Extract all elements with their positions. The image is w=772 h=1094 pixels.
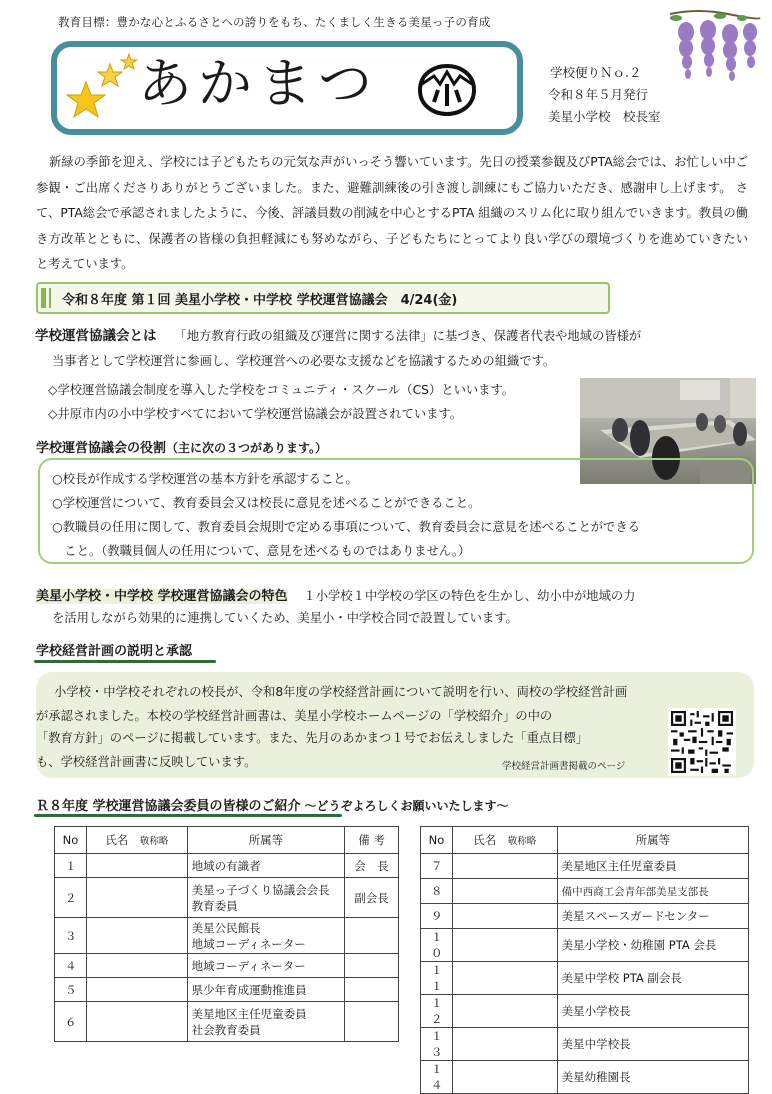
qr-code[interactable] — [668, 708, 736, 776]
cell-remarks — [345, 918, 399, 954]
cell-affiliation: 地域コーディネーター — [187, 954, 344, 978]
role-heading-text: 学校運営協議会の役割 — [36, 441, 167, 456]
col-no: No — [421, 827, 453, 854]
newsletter-title: あかまつ — [138, 52, 378, 115]
cell-remarks: 会 長 — [345, 854, 399, 878]
cell-affiliation: 美星幼稚園長 — [557, 1061, 748, 1094]
col-remarks: 備 考 — [345, 827, 399, 854]
role-item: ○校長が作成する学校運営の基本方針を承認すること。 — [52, 472, 358, 486]
col-affiliation: 所属等 — [187, 827, 344, 854]
role-box — [38, 458, 754, 564]
cell-no: １３ — [421, 1028, 453, 1061]
cell-name — [452, 854, 557, 879]
cell-name — [452, 1028, 557, 1061]
issuer: 美星小学校 校長室 — [548, 109, 661, 124]
section-banner-text: 令和８年度 第１回 美星小学校・中学校 学校運営協議会 4/24(金) — [62, 293, 458, 308]
members-heading-sub: ～どうぞよろしくお願いいたします～ — [304, 799, 509, 813]
col-no: No — [55, 827, 87, 854]
cell-name — [86, 854, 187, 878]
cell-affiliation: 美星公民館長 地域コーディネーター — [187, 918, 344, 954]
definition-line-1 — [35, 326, 641, 346]
cell-affiliation: 備中西商工会青年部美星支部長 — [557, 879, 748, 904]
table-row — [421, 929, 749, 962]
cell-name — [86, 954, 187, 978]
feature-line-2: を活用しながら効果的に連携していくため、美星小・中学校合同で設置しています。 — [52, 611, 518, 625]
section-banner — [36, 282, 610, 314]
cell-no: １４ — [421, 1061, 453, 1094]
feature-text-1: １小学校１中学校の学区の特色を生かし、幼小中が地域の力 — [303, 589, 636, 603]
members-heading-underline — [34, 814, 342, 817]
cell-no: １ — [55, 854, 87, 878]
cell-no: ８ — [421, 879, 453, 904]
definition-heading: 学校運営協議会とは — [35, 328, 157, 344]
role-heading-note: （主に次の３つがあります。） — [166, 441, 328, 455]
cell-no: ６ — [55, 1002, 87, 1042]
intro-paragraph: 新緑の季節を迎え、学校には子どもたちの元気な声がいっそう響いています。先日の授業参観及びPTA総会では、お忙しい中ご参観・ご出席くださりありがとうございました。また、避難訓練後の引き渡し訓練にもご協力いただき、感謝申し上げます。 さて、PTA総会で承認されましたように、今後、評議員数の削減を中心とするPTA 組織のスリム化に取り組んでいきます。教員の働き方改革とともに、保護者の皆様の負担軽減にも努めながら、子どもたちにとってより良い学びの環境づくりを進めていきたいと考えています。 — [36, 155, 748, 271]
cell-remarks — [345, 978, 399, 1002]
table-row — [421, 995, 749, 1028]
cell-name — [86, 1002, 187, 1042]
table-row — [55, 1002, 399, 1042]
cell-name — [452, 1061, 557, 1094]
members-heading-text: Ｒ８年度 学校運営協議会委員の皆様のご紹介 — [36, 799, 301, 814]
role-item: ○教職員の任用に関して、教育委員会規則で定める事項について、教育委員会に意見を述べることができる — [52, 520, 640, 534]
role-heading — [36, 437, 327, 456]
issue-info — [548, 62, 661, 128]
definition-bullet-1: ◇学校運営協議会制度を導入した学校をコミュニティ・スクール（CS）といいます。 — [48, 383, 515, 397]
cell-affiliation: 県少年育成運動推進員 — [187, 978, 344, 1002]
table-row — [421, 1061, 749, 1094]
definition-bullet-2: ◇井原市内の小中学校すべてにおいて学校運営協議会が設置されています。 — [48, 407, 463, 421]
issue-date: 令和８年５月発行 — [548, 87, 649, 102]
cell-name — [452, 995, 557, 1028]
cell-name — [86, 918, 187, 954]
role-item: ○学校運営について、教育委員会又は校長に意見を述べることができること。 — [52, 496, 481, 510]
plan-heading: 学校経営計画の説明と承認 — [36, 644, 193, 659]
members-heading — [36, 795, 509, 814]
cell-no: ７ — [421, 854, 453, 879]
cell-no: １１ — [421, 962, 453, 995]
wisteria-illustration — [668, 8, 762, 98]
cell-remarks: 副会長 — [345, 878, 399, 918]
feature-heading: 美星小学校・中学校 学校運営協議会の特色 — [36, 589, 288, 604]
cell-affiliation: 美星中学校長 — [557, 1028, 748, 1061]
col-name: 氏名 敬称略 — [452, 827, 557, 854]
cell-no: ２ — [55, 878, 87, 918]
table-row — [55, 878, 399, 918]
feature-line-1 — [36, 585, 635, 604]
table-row — [421, 904, 749, 929]
table-row — [55, 978, 399, 1002]
school-emblem-icon — [416, 62, 478, 118]
qr-caption: 学校経営計画書掲載のページ — [502, 761, 626, 772]
cell-affiliation: 美星小学校長 — [557, 995, 748, 1028]
cell-no: １２ — [421, 995, 453, 1028]
plan-heading-underline — [34, 660, 216, 663]
plan-box — [36, 672, 754, 778]
cell-no: ９ — [421, 904, 453, 929]
school-motto: 教育目標：豊かな心とふるさとへの誇りをもち、たくましく生きる美星っ子の育成 — [58, 15, 491, 29]
cell-no: １０ — [421, 929, 453, 962]
cell-name — [452, 879, 557, 904]
cell-affiliation: 美星小学校・幼稚園 PTA 会長 — [557, 929, 748, 962]
cell-name — [86, 878, 187, 918]
cell-affiliation: 美星地区主任児童委員 — [557, 854, 748, 879]
table-row — [421, 879, 749, 904]
plan-line: 「教育方針」のページに掲載しています。また、先月のあかまつ１号でお伝えしました「重点目標」 — [36, 731, 589, 745]
cell-affiliation: 美星スペースガードセンター — [557, 904, 748, 929]
table-row — [421, 1028, 749, 1061]
table-row — [421, 854, 749, 879]
cell-affiliation: 地域の有識者 — [187, 854, 344, 878]
members-table-2 — [420, 826, 749, 1094]
stars-icon — [62, 52, 142, 128]
table-row — [421, 962, 749, 995]
definition-line-2: 当事者として学校運営に参画し、学校運営への必要な支援などを協議するための組織です。 — [52, 354, 556, 368]
cell-no: ３ — [55, 918, 87, 954]
plan-line: も、学校経営計画書に反映しています。 — [36, 755, 257, 769]
cell-remarks — [345, 954, 399, 978]
cell-name — [452, 929, 557, 962]
cell-no: ５ — [55, 978, 87, 1002]
cell-affiliation: 美星っ子づくり協議会会長 教育委員 — [187, 878, 344, 918]
plan-line: 小学校・中学校それぞれの校長が、令和8年度の学校経営計画について説明を行い、両校の学校経営計画 — [54, 685, 628, 699]
role-item: こと。（教職員個人の任用について、意見を述べるものではありません。） — [52, 544, 471, 558]
table-row — [55, 954, 399, 978]
table-row — [55, 918, 399, 954]
cell-name — [452, 962, 557, 995]
cell-affiliation: 美星中学校 PTA 副会長 — [557, 962, 748, 995]
cell-no: ４ — [55, 954, 87, 978]
col-affiliation: 所属等 — [557, 827, 748, 854]
cell-name — [452, 904, 557, 929]
definition-text-1: 「地方教育行政の組織及び運営に関する法律」に基づき、保護者代表や地域の皆様が — [174, 329, 642, 343]
cell-remarks — [345, 1002, 399, 1042]
plan-line: が承認されました。本校の学校経営計画書は、美星小学校ホームページの「学校紹介」の中の — [36, 709, 553, 723]
cell-affiliation: 美星地区主任児童委員 社会教育委員 — [187, 1002, 344, 1042]
issue-number: 学校便りＮｏ.２ — [550, 65, 642, 80]
table-row — [55, 854, 399, 878]
members-table-1 — [54, 826, 399, 1042]
cell-name — [86, 978, 187, 1002]
col-name: 氏名 敬称略 — [86, 827, 187, 854]
